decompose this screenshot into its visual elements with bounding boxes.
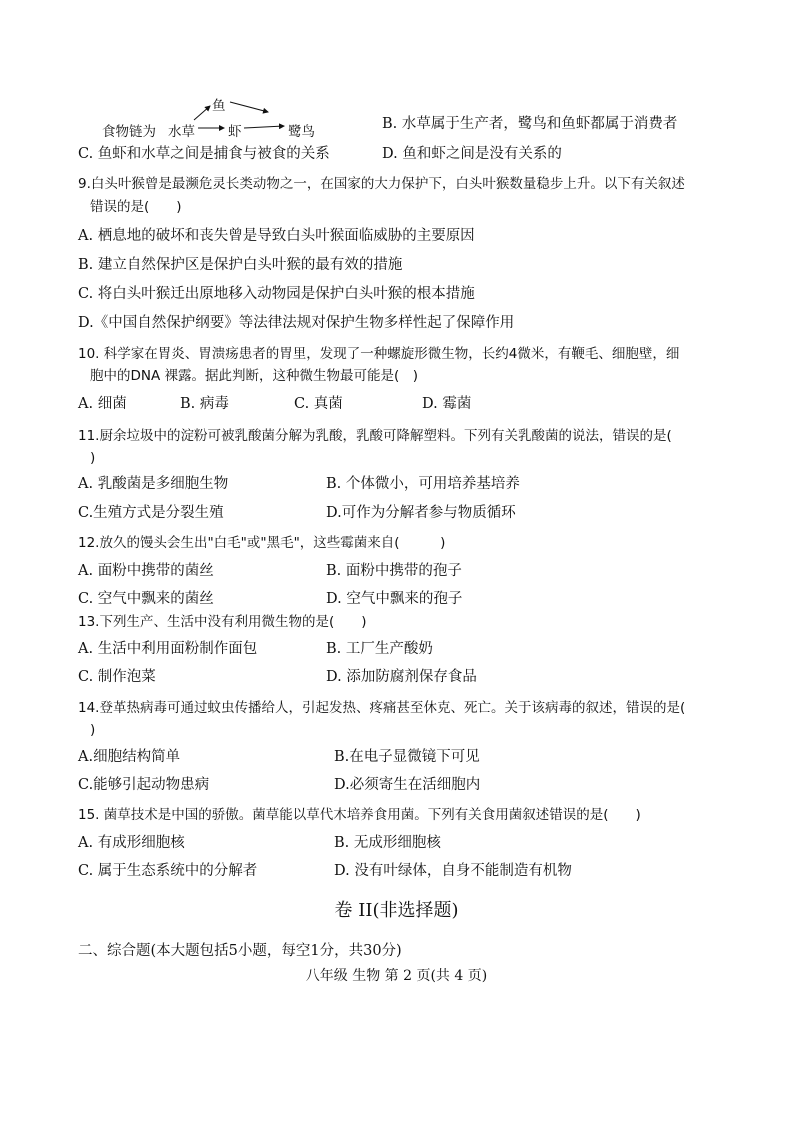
- q11-stem-line1: 11.厨余垃圾中的淀粉可被乳酸菌分解为乳酸，乳酸可降解塑料。下列有关乳酸菌的说法，错误的是(: [78, 428, 672, 444]
- q12-stem: 12.放久的馒头会生出"白毛"或"黑毛"，这些霉菌来自( ): [78, 535, 446, 551]
- q14-option-d: D.必须寄生在活细胞内: [334, 777, 481, 793]
- chain-node-fish: 鱼: [212, 98, 226, 114]
- q9-option-d: D.《中国自然保护纲要》等法律法规对保护生物多样性起了保障作用: [78, 315, 515, 331]
- q12-option-d: D. 空气中飘来的孢子: [326, 591, 463, 607]
- chain-prefix: 食物链为: [102, 124, 156, 140]
- q14-option-c: C.能够引起动物患病: [78, 777, 210, 793]
- q15-option-b: B. 无成形细胞核: [334, 835, 441, 851]
- arrow-fish-to-egret: [230, 102, 268, 112]
- q12-option-a: A. 面粉中携带的菌丝: [78, 563, 214, 579]
- q9-option-b: B. 建立自然保护区是保护白头叶猴的最有效的措施: [78, 257, 403, 273]
- page-footer: 八年级 生物 第 2 页(共 4 页): [305, 968, 488, 984]
- food-chain-diagram: [102, 92, 342, 142]
- arrow-shrimp-to-egret: [244, 126, 284, 128]
- q13-stem: 13.下列生产、生活中没有利用微生物的是( ): [78, 614, 367, 630]
- q13-option-d: D. 添加防腐剂保存食品: [326, 669, 477, 685]
- q15-option-c: C. 属于生态系统中的分解者: [78, 863, 258, 879]
- chain-node-water-plant: 水草: [168, 124, 195, 140]
- chain-arrows: [102, 92, 342, 142]
- q10-option-a: A. 细菌: [78, 396, 127, 412]
- q9-stem-line2: 错误的是( ): [90, 199, 182, 215]
- q12-option-c: C. 空气中飘来的菌丝: [78, 591, 214, 607]
- q10-option-c: C. 真菌: [294, 396, 343, 412]
- q14-option-a: A.细胞结构简单: [78, 749, 181, 765]
- q15-option-d: D. 没有叶绿体，自身不能制造有机物: [334, 863, 572, 879]
- q10-option-d: D. 霉菌: [422, 396, 472, 412]
- q9-stem-line1: 9.白头叶猴曾是最濒危灵长类动物之一，在国家的大力保护下，白头叶猴数量稳步上升。以下有关叙述: [78, 176, 685, 192]
- q14-stem-line2: ): [90, 722, 96, 738]
- chain-node-egret: 鹭鸟: [288, 124, 315, 140]
- q14-option-b: B.在电子显微镜下可见: [334, 749, 480, 765]
- q13-option-c: C. 制作泡菜: [78, 669, 156, 685]
- q15-option-a: A. 有成形细胞核: [78, 835, 185, 851]
- arrow-water-to-fish: [194, 106, 210, 120]
- q8-option-d: D. 鱼和虾之间是没有关系的: [382, 146, 562, 162]
- q9-option-c: C. 将白头叶猴迁出原地移入动物园是保护白头叶猴的根本措施: [78, 286, 475, 302]
- q10-option-b: B. 病毒: [180, 396, 229, 412]
- q11-option-a: A. 乳酸菌是多细胞生物: [78, 476, 229, 492]
- q15-stem: 15. 菌草技术是中国的骄傲。菌草能以草代木培养食用菌。下列有关食用菌叙述错误的是( ): [78, 807, 641, 823]
- q11-option-b: B. 个体微小，可用培养基培养: [326, 476, 520, 492]
- chain-node-shrimp: 虾: [228, 124, 242, 140]
- q13-option-a: A. 生活中利用面粉制作面包: [78, 641, 258, 657]
- q8-option-c: C. 鱼虾和水草之间是捕食与被食的关系: [78, 146, 330, 162]
- q9-option-a: A. 栖息地的破坏和丧失曾是导致白头叶猴面临威胁的主要原因: [78, 228, 475, 244]
- q13-option-b: B. 工厂生产酸奶: [326, 641, 433, 657]
- q11-option-d: D.可作为分解者参与物质循环: [326, 505, 516, 521]
- q14-stem-line1: 14.登革热病毒可通过蚊虫传播给人，引起发热、疼痛甚至休克、死亡。关于该病毒的叙述，错误的是(: [78, 700, 686, 716]
- q8-option-b: B. 水草属于生产者，鹭鸟和鱼虾都属于消费者: [382, 116, 678, 132]
- q10-stem-line1: 10. 科学家在胃炎、胃溃疡患者的胃里，发现了一种螺旋形微生物，长约4微米，有鞭毛、细胞壁，细: [78, 346, 680, 362]
- q11-option-c: C.生殖方式是分裂生殖: [78, 505, 224, 521]
- section-title: 卷 II(非选择题): [334, 900, 459, 921]
- q11-stem-line2: ): [90, 450, 96, 466]
- q12-option-b: B. 面粉中携带的孢子: [326, 563, 462, 579]
- q10-stem-line2: 胞中的DNA 裸露。据此判断，这种微生物最可能是( ): [90, 368, 419, 384]
- section-two-heading: 二、综合题(本大题包括5小题，每空1分，共30分): [78, 943, 402, 959]
